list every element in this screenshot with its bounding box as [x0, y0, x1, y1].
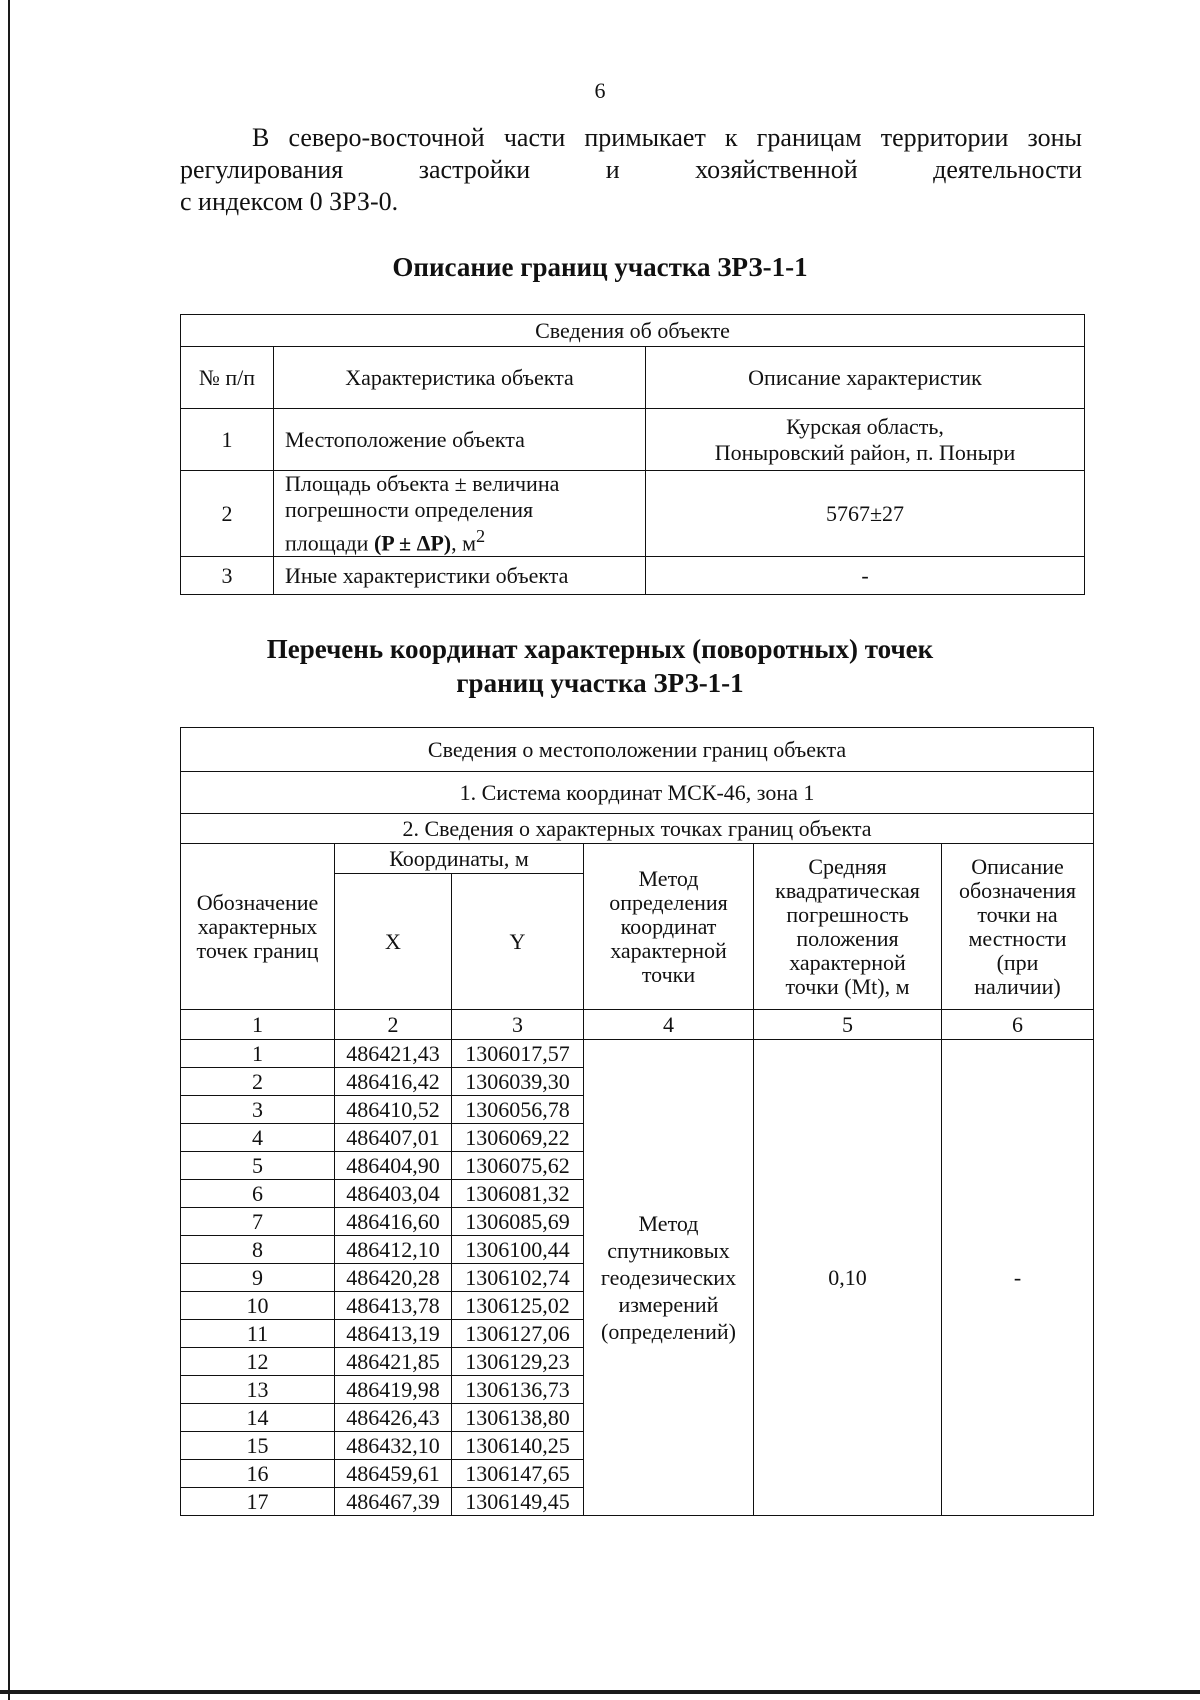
- point-number: 6: [181, 1180, 335, 1208]
- point-number: 5: [181, 1152, 335, 1180]
- section-heading-coordinates: [0, 632, 1200, 700]
- header-line: обозначения: [958, 877, 1077, 903]
- point-x: 486410,52: [335, 1096, 452, 1124]
- characteristic-line: Площадь объекта ± величина: [285, 471, 560, 496]
- point-x: 486426,43: [335, 1404, 452, 1432]
- column-header-point: [181, 844, 335, 1010]
- table-caption: Сведения об объекте: [181, 315, 1085, 347]
- point-y: 1306102,74: [452, 1264, 584, 1292]
- table-row: [181, 1040, 1094, 1068]
- column-number: 5: [754, 1010, 942, 1040]
- header-line: Описание: [971, 853, 1064, 879]
- method-line: измерений: [618, 1292, 719, 1317]
- point-y: 1306136,73: [452, 1376, 584, 1404]
- point-y: 1306149,45: [452, 1488, 584, 1516]
- point-x: 486432,10: [335, 1432, 452, 1460]
- column-header-coordinates: Координаты, м: [335, 844, 584, 874]
- column-header: № п/п: [181, 347, 274, 409]
- point-x: 486421,85: [335, 1348, 452, 1376]
- header-line: Средняя: [808, 853, 887, 879]
- header-line: характерной: [610, 937, 727, 963]
- heading-line: границ участка ЗРЗ-1-1: [456, 668, 744, 698]
- header-line: точки: [641, 961, 696, 987]
- row-characteristic: Местоположение объекта: [274, 409, 646, 471]
- header-line: (при: [996, 949, 1039, 975]
- point-number: 1: [181, 1040, 335, 1068]
- column-header-method: [584, 844, 754, 1010]
- method-cell: [584, 1040, 754, 1516]
- method-line: геодезических: [600, 1265, 737, 1290]
- column-numbers-row: [181, 1010, 1094, 1040]
- point-x: 486467,39: [335, 1488, 452, 1516]
- coordinate-system: 1. Система координат МСК-46, зона 1: [181, 772, 1094, 814]
- coordinates-table: [180, 727, 1094, 1516]
- header-line: Метод: [638, 865, 699, 891]
- header-line: местности: [968, 925, 1067, 951]
- column-number: 4: [584, 1010, 754, 1040]
- point-x: 486421,43: [335, 1040, 452, 1068]
- point-y: 1306129,23: [452, 1348, 584, 1376]
- method-line: (определений): [601, 1319, 736, 1344]
- header-line: определения: [609, 889, 728, 915]
- point-y: 1306085,69: [452, 1208, 584, 1236]
- point-number: 11: [181, 1320, 335, 1348]
- point-y: 1306127,06: [452, 1320, 584, 1348]
- header-line: характерной: [789, 949, 906, 975]
- point-number: 7: [181, 1208, 335, 1236]
- point-y: 1306056,78: [452, 1096, 584, 1124]
- point-number: 16: [181, 1460, 335, 1488]
- description-cell: -: [942, 1040, 1094, 1516]
- header-line: погрешность: [786, 901, 909, 927]
- point-y: 1306125,02: [452, 1292, 584, 1320]
- intro-line: с индексом 0 ЗРЗ-0.: [180, 187, 399, 216]
- column-header-error: [754, 844, 942, 1010]
- header-line: квадратическая: [775, 877, 920, 903]
- point-y: 1306147,65: [452, 1460, 584, 1488]
- point-number: 13: [181, 1376, 335, 1404]
- object-info-table: [180, 314, 1085, 595]
- column-header-description: [942, 844, 1094, 1010]
- heading-line: Перечень координат характерных (поворотных) точек: [266, 634, 934, 664]
- header-line: характерных: [197, 913, 318, 939]
- header-line: точки (Mt), м: [785, 973, 910, 999]
- column-header: Характеристика объекта: [274, 347, 646, 409]
- column-header-y: Y: [452, 874, 584, 1010]
- error-cell: 0,10: [754, 1040, 942, 1516]
- point-number: 9: [181, 1264, 335, 1292]
- point-number: 17: [181, 1488, 335, 1516]
- column-number: 2: [335, 1010, 452, 1040]
- column-number: 1: [181, 1010, 335, 1040]
- points-body: [181, 1040, 1094, 1516]
- intro-line: В северо-восточной части примыкает к границам территории зоны: [252, 123, 1082, 152]
- row-number: 2: [181, 471, 274, 557]
- row-characteristic: [274, 471, 646, 557]
- header-line: точки на: [977, 901, 1058, 927]
- row-description: 5767±27: [646, 471, 1085, 557]
- table-caption: Сведения о местоположении границ объекта: [181, 728, 1094, 772]
- row-description: [646, 409, 1085, 471]
- point-y: 1306081,32: [452, 1180, 584, 1208]
- header-line: наличии): [974, 973, 1061, 999]
- point-number: 8: [181, 1236, 335, 1264]
- point-x: 486416,60: [335, 1208, 452, 1236]
- point-number: 4: [181, 1124, 335, 1152]
- row-description: -: [646, 557, 1085, 595]
- row-number: 3: [181, 557, 274, 595]
- column-header: Описание характеристик: [646, 347, 1085, 409]
- description-line: Поныровский район, п. Поныри: [714, 439, 1016, 465]
- point-y: 1306100,44: [452, 1236, 584, 1264]
- point-number: 12: [181, 1348, 335, 1376]
- point-x: 486413,78: [335, 1292, 452, 1320]
- point-x: 486412,10: [335, 1236, 452, 1264]
- table-subcaption: 2. Сведения о характерных точках границ объекта: [181, 814, 1094, 844]
- page-number: 6: [594, 78, 606, 103]
- section-heading-boundaries: Описание границ участка ЗРЗ-1-1: [392, 252, 808, 282]
- area-formula: (P ± ΔP): [373, 530, 452, 556]
- intro-paragraph: [180, 122, 1082, 218]
- point-x: 486407,01: [335, 1124, 452, 1152]
- row-number: 1: [181, 409, 274, 471]
- point-y: 1306069,22: [452, 1124, 584, 1152]
- header-line: координат: [620, 913, 717, 939]
- point-y: 1306075,62: [452, 1152, 584, 1180]
- characteristic-line: погрешности определения: [285, 497, 534, 522]
- point-y: 1306138,80: [452, 1404, 584, 1432]
- point-y: 1306017,57: [452, 1040, 584, 1068]
- area-unit: , м: [451, 530, 477, 556]
- table-row: [181, 557, 1085, 595]
- point-number: 14: [181, 1404, 335, 1432]
- scan-edge-bottom: [0, 1690, 1200, 1694]
- column-header-x: X: [335, 874, 452, 1010]
- area-unit-exponent: 2: [476, 526, 486, 546]
- column-number: 3: [452, 1010, 584, 1040]
- description-line: Курская область,: [786, 413, 944, 439]
- point-x: 486403,04: [335, 1180, 452, 1208]
- header-line: положения: [796, 925, 899, 951]
- method-line: Метод: [638, 1211, 699, 1236]
- table-row: [181, 409, 1085, 471]
- point-number: 10: [181, 1292, 335, 1320]
- header-line: Обозначение: [196, 889, 319, 915]
- method-line: спутниковых: [607, 1238, 730, 1263]
- point-number: 3: [181, 1096, 335, 1124]
- point-y: 1306140,25: [452, 1432, 584, 1460]
- point-x: 486420,28: [335, 1264, 452, 1292]
- point-x: 486404,90: [335, 1152, 452, 1180]
- point-x: 486419,98: [335, 1376, 452, 1404]
- table-row: [181, 471, 1085, 557]
- intro-line: регулирования застройки и хозяйственной деятельности: [180, 155, 1082, 184]
- column-number: 6: [942, 1010, 1094, 1040]
- characteristic-line: [285, 523, 641, 556]
- point-number: 15: [181, 1432, 335, 1460]
- point-x: 486413,19: [335, 1320, 452, 1348]
- row-characteristic: Иные характеристики объекта: [274, 557, 646, 595]
- point-x: 486416,42: [335, 1068, 452, 1096]
- area-label: площади: [285, 530, 374, 556]
- point-x: 486459,61: [335, 1460, 452, 1488]
- point-y: 1306039,30: [452, 1068, 584, 1096]
- point-number: 2: [181, 1068, 335, 1096]
- header-line: точек границ: [196, 937, 319, 963]
